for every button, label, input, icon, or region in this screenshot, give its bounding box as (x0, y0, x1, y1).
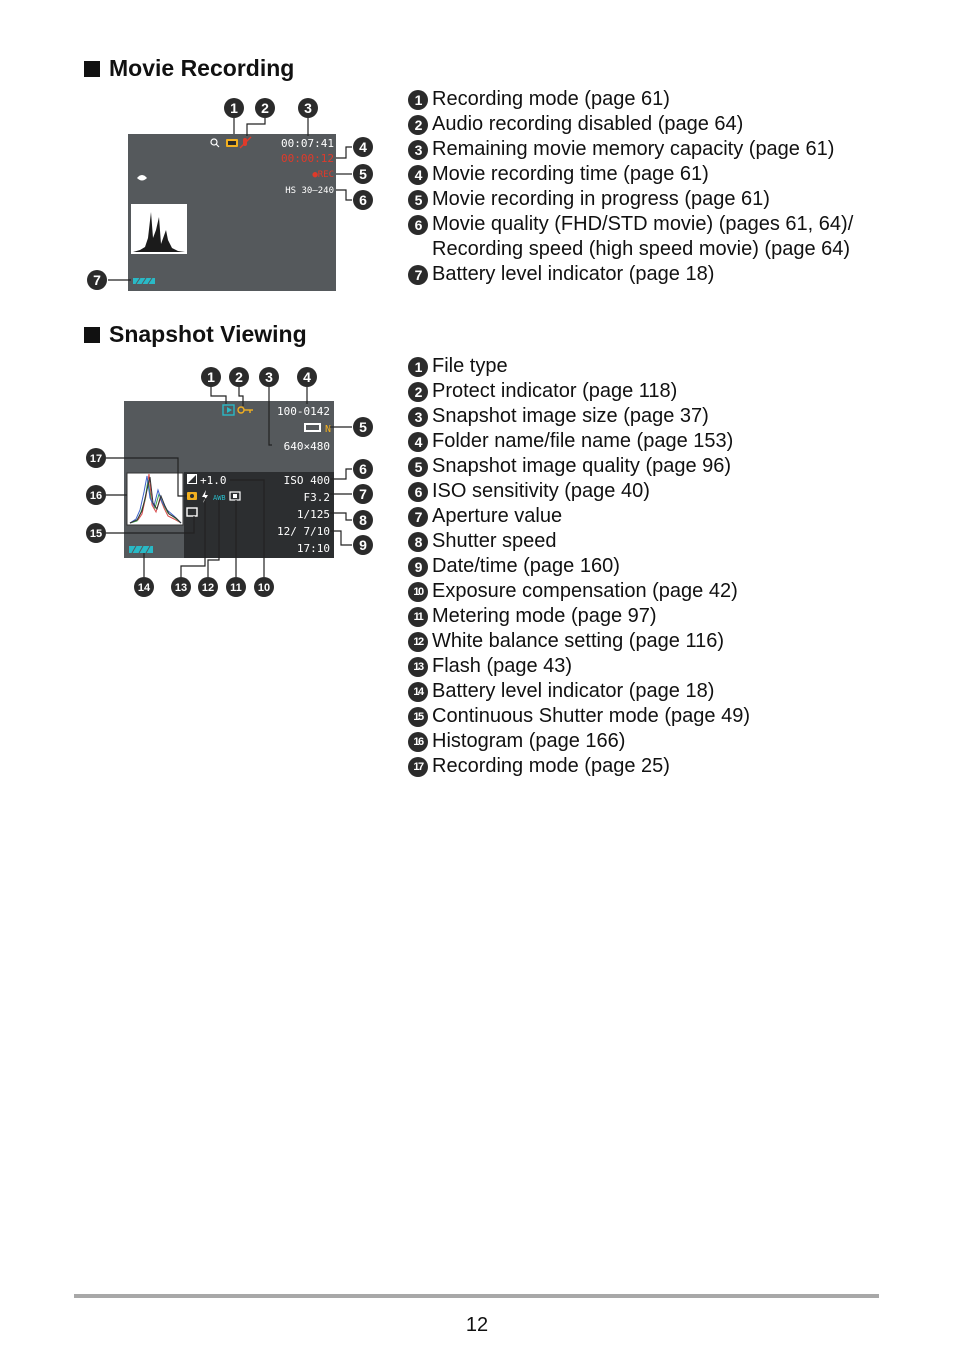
item-number: 6 (408, 482, 428, 502)
list-item: 7 Aperture value (408, 504, 750, 529)
item-number: 5 (408, 190, 428, 210)
list-item: 15 Continuous Shutter mode (page 49) (408, 704, 750, 729)
rec-indicator: ●REC (312, 170, 334, 180)
item-number: 16 (408, 732, 428, 752)
svg-text:4: 4 (303, 369, 311, 385)
iso-value: ISO 400 (283, 474, 330, 487)
svg-text:15: 15 (89, 528, 103, 540)
svg-text:5: 5 (359, 166, 367, 182)
item-number: 4 (408, 165, 428, 185)
list-item: 5 Movie recording in progress (page 61) (408, 187, 853, 212)
item-number: 13 (408, 657, 428, 677)
list-item: 3 Snapshot image size (page 37) (408, 404, 750, 429)
aperture-value: F3.2 (303, 491, 330, 504)
callout-15 (86, 523, 106, 543)
list-item: 2 Audio recording disabled (page 64) (408, 112, 853, 137)
svg-text:13: 13 (174, 582, 188, 594)
date-value: 12/ 7/10 (277, 525, 330, 538)
list-item: 8 Shutter speed (408, 529, 750, 554)
item-number: 3 (408, 140, 428, 160)
callout-8 (353, 510, 373, 530)
callout-11 (226, 577, 246, 597)
list-item: 6 ISO sensitivity (page 40) (408, 479, 750, 504)
time-value: 17:10 (296, 542, 330, 555)
list-item: 2 Protect indicator (page 118) (408, 379, 750, 404)
svg-text:9: 9 (359, 537, 367, 553)
svg-text:6: 6 (359, 192, 367, 208)
list-item: 6 Movie quality (FHD/STD movie) (pages 61, 64)/ Recording speed (high speed movie) (page 64) (408, 212, 853, 262)
callout-2 (229, 367, 249, 387)
list-item: 7 Battery level indicator (page 18) (408, 262, 853, 287)
svg-text:17: 17 (89, 453, 103, 465)
list-item: 10 Exposure compensation (page 42) (408, 579, 750, 604)
svg-text:5: 5 (359, 419, 367, 435)
item-number: 15 (408, 707, 428, 727)
item-number: 6 (408, 215, 428, 235)
list-item: 4 Movie recording time (page 61) (408, 162, 853, 187)
callout-9 (353, 535, 373, 555)
svg-text:16: 16 (89, 490, 103, 502)
list-item: 5 Snapshot image quality (page 96) (408, 454, 750, 479)
callout-5 (353, 417, 373, 437)
image-quality: N (324, 424, 331, 435)
svg-text:10: 10 (257, 582, 271, 594)
svg-text:1: 1 (230, 100, 238, 116)
image-size: 640×480 (283, 440, 330, 453)
item-number: 4 (408, 432, 428, 452)
callout-16 (86, 485, 106, 505)
item-number: 12 (408, 632, 428, 652)
list-item: 4 Folder name/file name (page 153) (408, 429, 750, 454)
item-number: 17 (408, 757, 428, 777)
movie-legend-list (408, 87, 853, 287)
item-number: 11 (408, 607, 428, 627)
item-number: 10 (408, 582, 428, 602)
callout-10 (254, 577, 274, 597)
callout-1 (201, 367, 221, 387)
list-item: 16 Histogram (page 166) (408, 729, 750, 754)
svg-text:7: 7 (93, 272, 101, 288)
footer-divider (74, 1294, 879, 1298)
page-number: 12 (465, 1314, 489, 1336)
item-number: 2 (408, 382, 428, 402)
elapsed-time: 00:00:12 (281, 152, 334, 165)
snapshot-battery-icon (129, 546, 153, 553)
white-balance-label: AWB (213, 494, 226, 502)
item-number: 14 (408, 682, 428, 702)
list-item: 1 Recording mode (page 61) (408, 87, 853, 112)
file-name: 100-0142 (277, 405, 330, 418)
item-number: 8 (408, 532, 428, 552)
callout-7 (353, 484, 373, 504)
snapshot-viewing-title: Snapshot Viewing (109, 321, 307, 347)
svg-text:2: 2 (261, 100, 269, 116)
svg-text:2: 2 (235, 369, 243, 385)
snapshot-viewing-diagram (0, 0, 400, 620)
item-number: 2 (408, 115, 428, 135)
movie-recording-title: Movie Recording (109, 55, 295, 81)
svg-text:7: 7 (359, 486, 367, 502)
list-item: 13 Flash (page 43) (408, 654, 750, 679)
list-item: 17 Recording mode (page 25) (408, 754, 750, 779)
item-number: 5 (408, 457, 428, 477)
item-number: 1 (408, 357, 428, 377)
shutter-value: 1/125 (296, 508, 330, 521)
callout-13 (171, 577, 191, 597)
callout-17 (86, 448, 106, 468)
svg-text:8: 8 (359, 512, 367, 528)
item-number: 7 (408, 507, 428, 527)
svg-text:4: 4 (359, 139, 367, 155)
svg-text:14: 14 (137, 582, 151, 594)
list-item: 3 Remaining movie memory capacity (page 61) (408, 137, 853, 162)
list-item: 14 Battery level indicator (page 18) (408, 679, 750, 704)
item-number: 7 (408, 265, 428, 285)
callout-14 (134, 577, 154, 597)
item-number: 3 (408, 407, 428, 427)
svg-text:1: 1 (207, 369, 215, 385)
list-item: 11 Metering mode (page 97) (408, 604, 750, 629)
exposure-comp-value: +1.0 (200, 474, 227, 487)
svg-text:6: 6 (359, 461, 367, 477)
image-size-badge-icon (304, 423, 321, 432)
item-number: 1 (408, 90, 428, 110)
callout-4 (297, 367, 317, 387)
remaining-time: 00:07:41 (281, 137, 334, 150)
exposure-comp-icon (187, 474, 197, 484)
svg-text:11: 11 (230, 582, 242, 594)
movie-quality: HS 30–240 (285, 186, 334, 196)
item-number: 9 (408, 557, 428, 577)
svg-text:3: 3 (304, 100, 312, 116)
svg-text:3: 3 (265, 369, 273, 385)
svg-text:12: 12 (201, 582, 215, 594)
callout-3 (259, 367, 279, 387)
callout-12 (198, 577, 218, 597)
list-item: 12 White balance setting (page 116) (408, 629, 750, 654)
list-item: 9 Date/time (page 160) (408, 554, 750, 579)
recording-mode-camera-icon (187, 492, 197, 500)
list-item: 1 File type (408, 354, 750, 379)
snapshot-legend-list (408, 354, 750, 779)
callout-6 (353, 459, 373, 479)
